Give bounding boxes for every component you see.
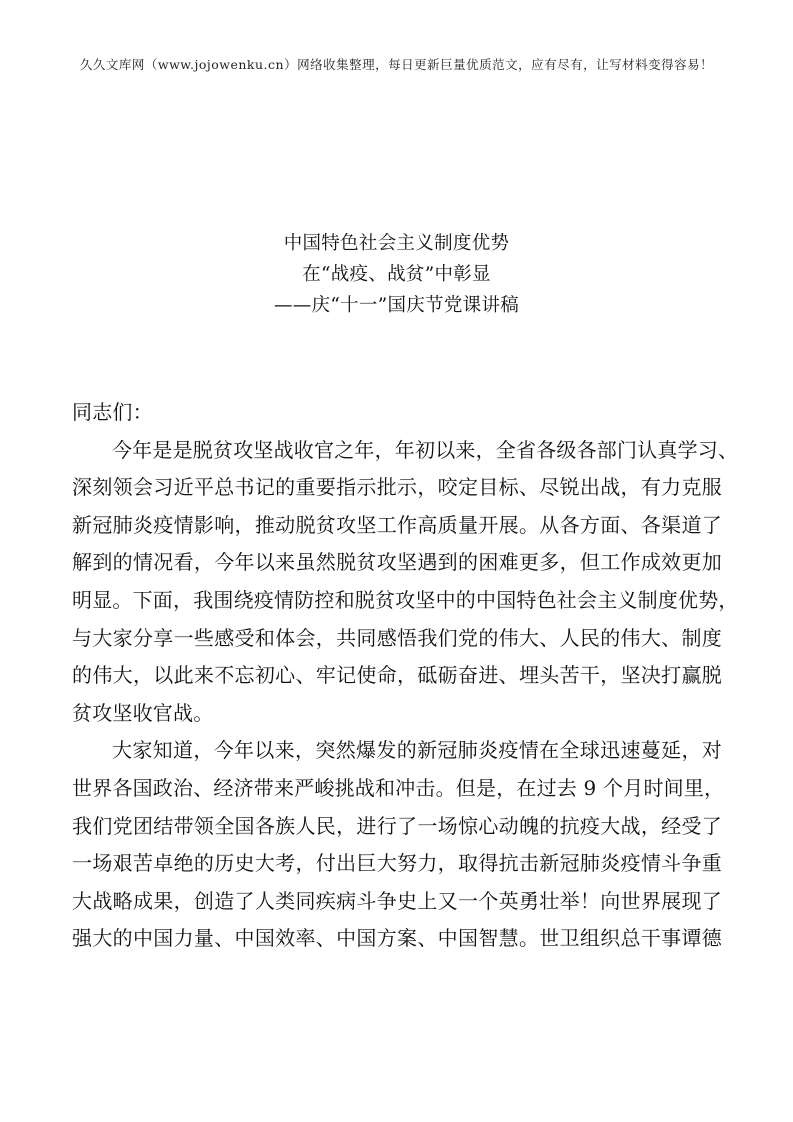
text-line: 贫攻坚收官战。: [72, 700, 214, 725]
text-line: 一场艰苦卓绝的历史大考，付出巨大努力，取得抗击新冠肺炎疫情斗争重: [72, 851, 722, 876]
text-line: 今年是是脱贫攻坚战收官之年，年初以来，全省各级各部门认真学习、: [112, 437, 739, 462]
text-line: 世界各国政治、经济带来严峻挑战和冲击。但是，在过去 9 个月时间里，: [72, 775, 725, 800]
text-line: 我们党团结带领全国各族人民，进行了一场惊心动魄的抗疫大战，经受了: [72, 813, 722, 838]
document-body: [72, 394, 739, 958]
text-line: 大战略成果，创造了人类同疾病斗争史上又一个英勇壮举！向世界展现了: [72, 888, 722, 913]
header-note: 久久文库网（www.jojowenku.cn）网络收集整理，每日更新巨量优质范文，应有尽有，让写材料变得容易！: [79, 57, 714, 72]
salutation: 同志们：: [72, 400, 153, 424]
text-line: 新冠肺炎疫情影响，推动脱贫攻坚工作高质量开展。从各方面、各渠道了: [72, 512, 722, 537]
title-line-2: 在“战疫、战贫”中彰显: [302, 264, 491, 285]
text-line: 强大的中国力量、中国效率、中国方案、中国智慧。世卫组织总干事谭德: [72, 926, 722, 951]
text-line: 深刻领会习近平总书记的重要指示批示，咬定目标、尽锐出战，有力克服: [72, 475, 722, 500]
title-line-3: ——庆“十一”国庆节党课讲稿: [273, 295, 520, 316]
document-title: [0, 228, 793, 321]
paragraph-1: [72, 432, 739, 733]
text-line: 解到的情况看，今年以来虽然脱贫攻坚遇到的困难更多，但工作成效更加: [72, 550, 722, 575]
text-line: 的伟大，以此来不忘初心、牢记使命，砥砺奋进、埋头苦干，坚决打赢脱: [72, 663, 722, 688]
text-line: 与大家分享一些感受和体会，共同感悟我们党的伟大、人民的伟大、制度: [72, 625, 722, 650]
text-line: 明显。下面，我围绕疫情防控和脱贫攻坚中的中国特色社会主义制度优势，: [72, 587, 739, 612]
title-line-1: 中国特色社会主义制度优势: [283, 233, 510, 254]
text-line: 大家知道，今年以来，突然爆发的新冠肺炎疫情在全球迅速蔓延，对: [112, 738, 722, 763]
paragraph-2: [72, 732, 725, 958]
